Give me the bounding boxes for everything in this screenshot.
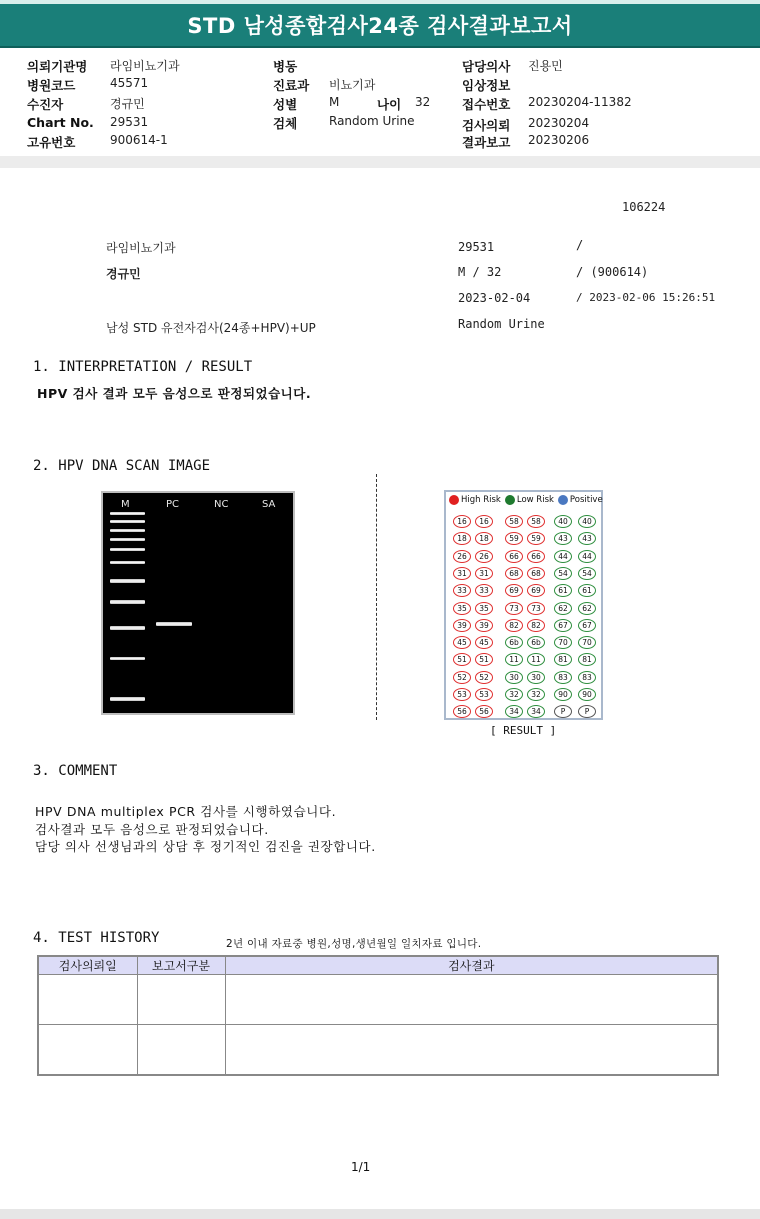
history-col-result: 검사결과 xyxy=(225,956,718,975)
info-report-datetime: / 2023-02-06 15:26:51 xyxy=(576,291,716,304)
unique-label: 고유번호 xyxy=(27,135,76,150)
hpv-type-oval: 30 xyxy=(505,671,523,684)
red-dot-icon xyxy=(449,495,459,505)
gel-lane-label: SA xyxy=(262,499,276,510)
sex-value: M xyxy=(329,95,340,109)
history-note: 2년 이내 자료중 병원,성명,생년월일 일치자료 입니다. xyxy=(226,938,482,950)
info-sex-age: M / 32 xyxy=(458,265,502,279)
info-institution: 라임비뇨기과 xyxy=(106,241,176,255)
marker-band xyxy=(110,697,145,701)
hpv-type-oval: 58 xyxy=(527,515,545,528)
hpv-type-oval: 56 xyxy=(453,705,471,718)
hpv-type-oval: 32 xyxy=(527,688,545,701)
hpv-type-oval: 70 xyxy=(578,636,596,649)
ward-label: 병동 xyxy=(273,59,298,74)
info-slash: / xyxy=(576,238,584,252)
history-table xyxy=(37,955,719,1076)
hpv-type-oval: P xyxy=(554,705,572,718)
sex-label: 성별 xyxy=(273,97,298,112)
info-test-name: 남성 STD 유전자검사(24종+HPV)+UP xyxy=(106,321,316,335)
table-row xyxy=(38,975,718,1025)
hpv-type-oval: 34 xyxy=(527,705,545,718)
marker-band xyxy=(110,657,145,660)
gel-lane-label: PC xyxy=(166,499,180,510)
hpv-type-oval: 16 xyxy=(475,515,493,528)
hpv-type-oval: 11 xyxy=(527,653,545,666)
hpv-type-oval: 61 xyxy=(578,584,596,597)
hpv-type-oval: 82 xyxy=(505,619,523,632)
report-value: 20230206 xyxy=(528,133,590,147)
section-interpretation-heading: 1. INTERPRETATION / RESULT xyxy=(33,359,253,375)
comment-line: 검사결과 모두 음성으로 판정되었습니다. xyxy=(35,822,269,837)
history-col-request-date: 검사의뢰일 xyxy=(38,956,137,975)
hpv-type-oval: 35 xyxy=(475,602,493,615)
result-panel xyxy=(444,490,603,720)
doc-number: 106224 xyxy=(622,200,666,214)
comment-line: HPV DNA multiplex PCR 검사를 시행하였습니다. xyxy=(35,804,337,819)
interpretation-text: HPV 검사 결과 모두 음성으로 판정되었습니다. xyxy=(37,386,312,401)
hpv-type-oval: 62 xyxy=(554,602,572,615)
request-value: 20230204 xyxy=(528,116,590,130)
hpv-type-oval: 6b xyxy=(527,636,545,649)
result-legend xyxy=(449,495,607,505)
hpv-type-oval: 56 xyxy=(475,705,493,718)
doctor-value: 진용민 xyxy=(528,59,563,73)
hpv-type-oval: 81 xyxy=(554,653,572,666)
marker-band xyxy=(110,561,145,564)
hpv-type-oval: 70 xyxy=(554,636,572,649)
panel-divider-line xyxy=(376,474,377,720)
hpv-type-oval: 59 xyxy=(527,532,545,545)
legend-positive: Positive xyxy=(558,495,603,505)
patient-label: 수진자 xyxy=(27,97,64,112)
bottom-strip xyxy=(0,1209,760,1219)
marker-band xyxy=(110,626,145,630)
hpv-type-oval: 39 xyxy=(475,619,493,632)
chart-label: Chart No. xyxy=(27,115,94,130)
comment-line: 담당 의사 선생님과의 상담 후 정기적인 검진을 권장합니다. xyxy=(35,839,376,854)
doctor-label: 담당의사 xyxy=(462,59,511,74)
legend-high-risk: High Risk xyxy=(449,495,501,505)
age-value: 32 xyxy=(415,95,431,109)
hospital-code-label: 병원코드 xyxy=(27,78,76,93)
hpv-type-oval: 43 xyxy=(578,532,596,545)
hpv-type-oval: 51 xyxy=(453,653,471,666)
hpv-type-oval: 52 xyxy=(453,671,471,684)
info-patient: 경규민 xyxy=(106,267,141,281)
gel-image xyxy=(101,491,295,715)
hpv-type-oval: P xyxy=(578,705,596,718)
section-scan-heading: 2. HPV DNA SCAN IMAGE xyxy=(33,458,211,474)
hpv-type-oval: 26 xyxy=(475,550,493,563)
hpv-type-oval: 69 xyxy=(505,584,523,597)
info-id: / (900614) xyxy=(576,265,649,279)
hpv-type-oval: 31 xyxy=(475,567,493,580)
result-caption: [ RESULT ] xyxy=(490,724,557,737)
hpv-type-oval: 33 xyxy=(475,584,493,597)
hpv-type-oval: 51 xyxy=(475,653,493,666)
blue-dot-icon xyxy=(558,495,568,505)
hpv-type-oval: 62 xyxy=(578,602,596,615)
hpv-type-oval: 35 xyxy=(453,602,471,615)
specimen-value: Random Urine xyxy=(329,114,415,128)
hpv-type-oval: 54 xyxy=(554,567,572,580)
receipt-label: 접수번호 xyxy=(462,97,511,112)
marker-band xyxy=(110,512,145,515)
hpv-type-oval: 43 xyxy=(554,532,572,545)
dept-label: 진료과 xyxy=(273,78,310,93)
hpv-type-oval: 68 xyxy=(527,567,545,580)
report-title-bar xyxy=(0,0,760,48)
history-col-report-type: 보고서구분 xyxy=(137,956,225,975)
hpv-type-oval: 18 xyxy=(453,532,471,545)
hpv-type-oval: 53 xyxy=(453,688,471,701)
green-dot-icon xyxy=(505,495,515,505)
marker-band xyxy=(110,579,145,583)
section-comment-heading: 3. COMMENT xyxy=(33,763,118,779)
gel-lane-label: NC xyxy=(214,499,229,510)
hpv-type-oval: 73 xyxy=(527,602,545,615)
hpv-type-oval: 58 xyxy=(505,515,523,528)
hpv-type-oval: 52 xyxy=(475,671,493,684)
info-chart-no: 29531 xyxy=(458,240,495,254)
hpv-type-oval: 68 xyxy=(505,567,523,580)
hpv-type-oval: 11 xyxy=(505,653,523,666)
table-row xyxy=(38,1025,718,1075)
marker-band xyxy=(110,548,145,551)
hpv-type-oval: 6b xyxy=(505,636,523,649)
info-request-date: 2023-02-04 xyxy=(458,291,531,305)
hpv-type-oval: 18 xyxy=(475,532,493,545)
hpv-type-oval: 61 xyxy=(554,584,572,597)
marker-band xyxy=(110,529,145,532)
request-label: 검사의뢰 xyxy=(462,118,511,133)
chart-value: 29531 xyxy=(110,115,149,129)
hpv-type-oval: 81 xyxy=(578,653,596,666)
receipt-value: 20230204-11382 xyxy=(528,95,632,109)
marker-band xyxy=(110,600,145,604)
marker-band xyxy=(110,538,145,541)
page-number: 1/1 xyxy=(351,1160,371,1174)
unique-value: 900614-1 xyxy=(110,133,168,147)
hpv-type-oval: 16 xyxy=(453,515,471,528)
hpv-type-oval: 45 xyxy=(453,636,471,649)
dept-value: 비뇨기과 xyxy=(329,78,376,92)
hpv-type-oval: 67 xyxy=(578,619,596,632)
hpv-type-oval: 53 xyxy=(475,688,493,701)
report-title: STD 남성종합검사24종 검사결과보고서 xyxy=(187,14,573,38)
hpv-type-oval: 33 xyxy=(453,584,471,597)
institution-label: 의뢰기관명 xyxy=(27,59,88,74)
hpv-type-oval: 90 xyxy=(554,688,572,701)
report-label: 결과보고 xyxy=(462,135,511,150)
hpv-type-oval: 40 xyxy=(554,515,572,528)
clinical-label: 임상정보 xyxy=(462,78,511,93)
hpv-type-oval: 26 xyxy=(453,550,471,563)
hpv-type-oval: 40 xyxy=(578,515,596,528)
hpv-type-oval: 90 xyxy=(578,688,596,701)
hpv-type-oval: 69 xyxy=(527,584,545,597)
hpv-type-oval: 34 xyxy=(505,705,523,718)
hpv-type-oval: 39 xyxy=(453,619,471,632)
hpv-type-oval: 30 xyxy=(527,671,545,684)
hpv-type-oval: 54 xyxy=(578,567,596,580)
hpv-type-oval: 83 xyxy=(578,671,596,684)
hpv-type-oval: 66 xyxy=(505,550,523,563)
hpv-type-oval: 44 xyxy=(578,550,596,563)
hpv-type-oval: 73 xyxy=(505,602,523,615)
hpv-type-oval: 67 xyxy=(554,619,572,632)
hpv-type-oval: 32 xyxy=(505,688,523,701)
marker-band xyxy=(110,520,145,523)
hpv-type-oval: 83 xyxy=(554,671,572,684)
legend-low-risk: Low Risk xyxy=(505,495,554,505)
hpv-type-oval: 66 xyxy=(527,550,545,563)
pc-band xyxy=(156,622,192,626)
patient-value: 경규민 xyxy=(110,97,145,111)
info-specimen: Random Urine xyxy=(458,317,545,331)
institution-value: 라임비뇨기과 xyxy=(110,59,180,73)
header-divider xyxy=(0,156,760,168)
hospital-code-value: 45571 xyxy=(110,76,149,90)
hpv-type-oval: 44 xyxy=(554,550,572,563)
hpv-type-oval: 31 xyxy=(453,567,471,580)
hpv-type-oval: 82 xyxy=(527,619,545,632)
specimen-label: 검체 xyxy=(273,116,298,131)
age-label: 나이 xyxy=(377,97,402,112)
section-history-heading: 4. TEST HISTORY xyxy=(33,930,160,946)
hpv-type-oval: 59 xyxy=(505,532,523,545)
gel-lane-label: M xyxy=(121,499,130,510)
hpv-type-oval: 45 xyxy=(475,636,493,649)
